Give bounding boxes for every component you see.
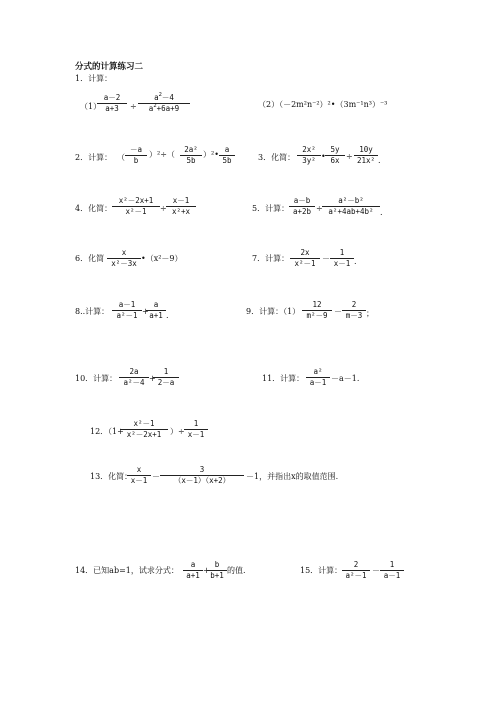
- problem-14-op: +: [203, 566, 210, 575]
- problem-8-fraction-a: a－1 a²－1: [112, 300, 142, 321]
- problem-13-fraction-b: 3 （x－1）（x+2）: [160, 465, 244, 486]
- problem-1-1-label: （1）: [80, 102, 102, 111]
- problem-7-label: 7．计算：: [252, 254, 290, 263]
- problem-2-end: ）²•: [203, 150, 219, 159]
- problem-13-label: 13．化简：: [90, 472, 133, 481]
- problem-10-op: +: [149, 374, 156, 383]
- problem-8-label: 8..计算：: [75, 307, 110, 316]
- problem-9-end: ；: [366, 309, 374, 318]
- problem-5-label: 5．计算：: [252, 204, 290, 213]
- problem-5-end: .: [380, 208, 383, 217]
- problem-7-fraction-a: 2x x²－1: [290, 248, 320, 269]
- problem-6-label: 6．化简: [75, 254, 105, 263]
- problem-1-2-expression: （2）（－2m²n⁻²）²•（3m⁻¹n³）⁻³: [258, 100, 388, 109]
- problem-6-fraction: x x²－3x: [107, 248, 141, 269]
- problem-9-fraction-b: 2 m－3: [342, 300, 366, 321]
- problem-3-fraction-b: 5y 6x: [325, 145, 345, 166]
- problem-1-1-op: ÷: [130, 102, 137, 111]
- problem-4-fraction-b: x－1 x²+x: [166, 196, 196, 217]
- problem-2-mid: ）²÷（: [149, 150, 175, 159]
- problem-8-fraction-b: a a+1: [146, 300, 166, 321]
- problem-4-fraction-a: x²－2x+1 x²－1: [112, 196, 160, 217]
- problem-9-fraction-a: 12 m²－9: [302, 300, 332, 321]
- problem-5-fraction-b: a²－b² a²+4ab+4b²: [322, 196, 380, 217]
- problem-3-op1: •: [321, 152, 326, 161]
- problem-5-op: ÷: [316, 204, 323, 213]
- problem-12-fraction-b: 1 x－1: [184, 419, 208, 440]
- problem-12-lparen: （1+: [104, 427, 124, 436]
- problem-13-fraction-a: x x－1: [127, 465, 151, 486]
- problem-11-fraction: a² a－1: [306, 367, 330, 388]
- problem-10-fraction-a: 2a a²－4: [119, 367, 149, 388]
- problem-9-label: 9．计算：（1）: [246, 307, 301, 316]
- problem-14-fraction-b: b b+1: [207, 560, 227, 581]
- problem-2-label: 2．计算：: [75, 153, 113, 162]
- problem-10-label: 10．计算：: [75, 374, 118, 383]
- problem-5-fraction-a: a－b a+2b: [289, 196, 315, 217]
- problem-12-fraction-a: x²－1 x²－2x+1: [120, 419, 168, 440]
- problem-14-label: 14．已知ab=1，试求分式：: [75, 566, 179, 575]
- problem-2-lparen: （: [117, 153, 125, 162]
- problem-1-1-fraction-a: a－2 a+3: [97, 93, 127, 114]
- problem-15-fraction-b: 1 a－1: [380, 560, 404, 581]
- problem-14-fraction-a: a a+1: [183, 560, 203, 581]
- problem-15-label: 15．计算：: [300, 566, 343, 575]
- problem-15-op: －: [372, 566, 380, 575]
- problem-8-op: +: [142, 307, 149, 316]
- problem-8-end: .: [166, 311, 169, 320]
- problem-12-label: 12．: [90, 427, 109, 436]
- problem-7-op: －: [322, 254, 330, 263]
- problem-2-fraction-a: －a b: [125, 145, 147, 166]
- problem-3-op2: ÷: [346, 152, 353, 161]
- problem-11-end: －a－1.: [331, 374, 360, 383]
- problem-1-intro: 1．计算：: [75, 74, 113, 83]
- problem-3-label: 3．化简：: [258, 153, 296, 162]
- problem-2-fraction-c: a 5b: [219, 145, 235, 166]
- problem-15-fraction-a: 2 a²－1: [342, 560, 370, 581]
- problem-11-label: 11．计算：: [262, 374, 305, 383]
- problem-1-1-fraction-b: $a^2-4$ $a^2+6a+9$: [138, 93, 190, 114]
- problem-3-end: .: [378, 156, 381, 165]
- problem-13-end: －1，并指出x的取值范围.: [246, 472, 339, 481]
- problem-7-fraction-b: 1 x－1: [330, 248, 354, 269]
- problem-9-op: －: [334, 307, 342, 316]
- problem-7-end: .: [354, 257, 357, 266]
- problem-14-end: 的值.: [227, 566, 246, 575]
- problem-4-op: ÷: [160, 204, 167, 213]
- problem-13-op: －: [152, 472, 160, 481]
- problem-6-end: •（x²－9）: [141, 254, 183, 263]
- problem-12-mid: ）÷: [170, 427, 185, 436]
- problem-3-fraction-c: 10y 21x²: [354, 145, 378, 166]
- problem-4-label: 4．化简：: [75, 204, 113, 213]
- problem-2-fraction-b: 2a² 5b: [180, 145, 202, 166]
- problem-10-fraction-b: 1 2－a: [153, 367, 179, 388]
- problem-3-fraction-a: 2x² 3y²: [297, 145, 321, 166]
- page-title: 分式的计算练习二: [75, 62, 144, 72]
